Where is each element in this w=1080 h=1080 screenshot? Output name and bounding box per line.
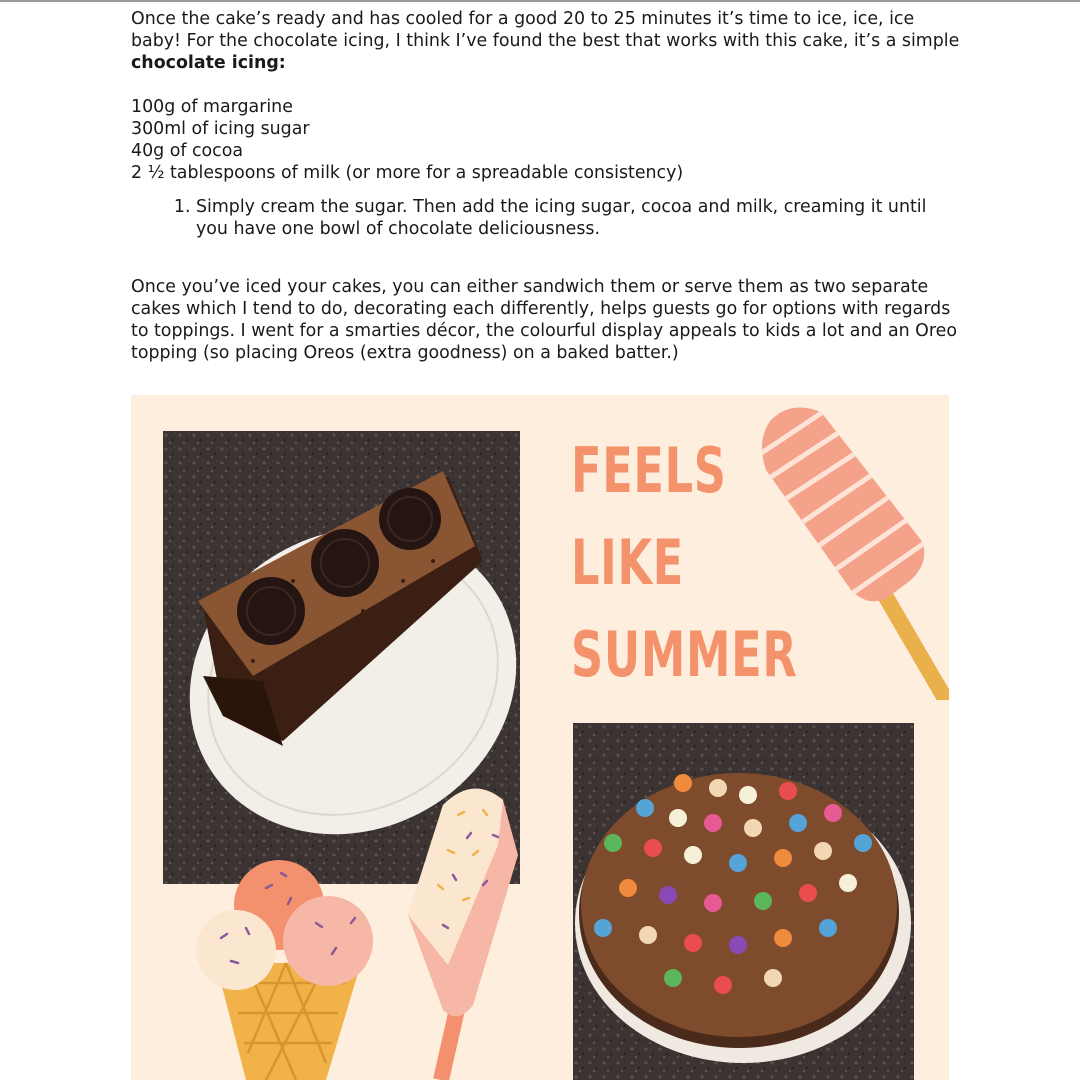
feels-like-summer-headline — [571, 425, 798, 701]
ingredient-item: 2 ½ tablespoons of milk (or more for a spreadable consistency) — [131, 163, 684, 183]
headline-line: FEELS — [571, 434, 727, 507]
page-top-border — [0, 0, 1080, 2]
intro-text: Once the cake’s ready and has cooled for a good 20 to 25 minutes it’s time to ice, ice, ice baby! For the chocolate icing, I think I’ve found the best that works with this cake, it’s a simple — [131, 9, 960, 51]
intro-bold-text: chocolate icing: — [131, 53, 286, 73]
method-steps — [131, 196, 961, 240]
intro-paragraph — [131, 8, 961, 74]
summer-collage — [131, 395, 949, 1080]
ingredient-item: 40g of cocoa — [131, 141, 244, 161]
method-step: 1. Simply cream the sugar. Then add the icing sugar, cocoa and milk, creaming it until you have one bowl of chocolate deliciousness. — [196, 196, 961, 240]
serving-paragraph: Once you’ve iced your cakes, you can either sandwich them or serve them as two separate cakes which I tend to do, decorating each differently, helps guests go for options with regards to toppings. I went for a smarties décor, the colourful display appeals to kids a lot and an Oreo topping (so placing Oreos (extra goodness) on a baked batter.) — [131, 277, 957, 363]
striped-ice-lolly-icon — [751, 400, 949, 700]
headline-line: SUMMER — [571, 618, 798, 691]
ingredients-list — [131, 96, 961, 184]
headline-line: LIKE — [571, 526, 685, 599]
smarties-cake-photo — [573, 723, 914, 1080]
ingredient-item: 300ml of icing sugar — [131, 119, 310, 139]
ice-cream-cone-icon — [186, 853, 391, 1080]
ingredient-item: 100g of margarine — [131, 97, 293, 117]
document-body — [131, 8, 961, 364]
sprinkle-ice-lolly-icon — [403, 775, 528, 1080]
